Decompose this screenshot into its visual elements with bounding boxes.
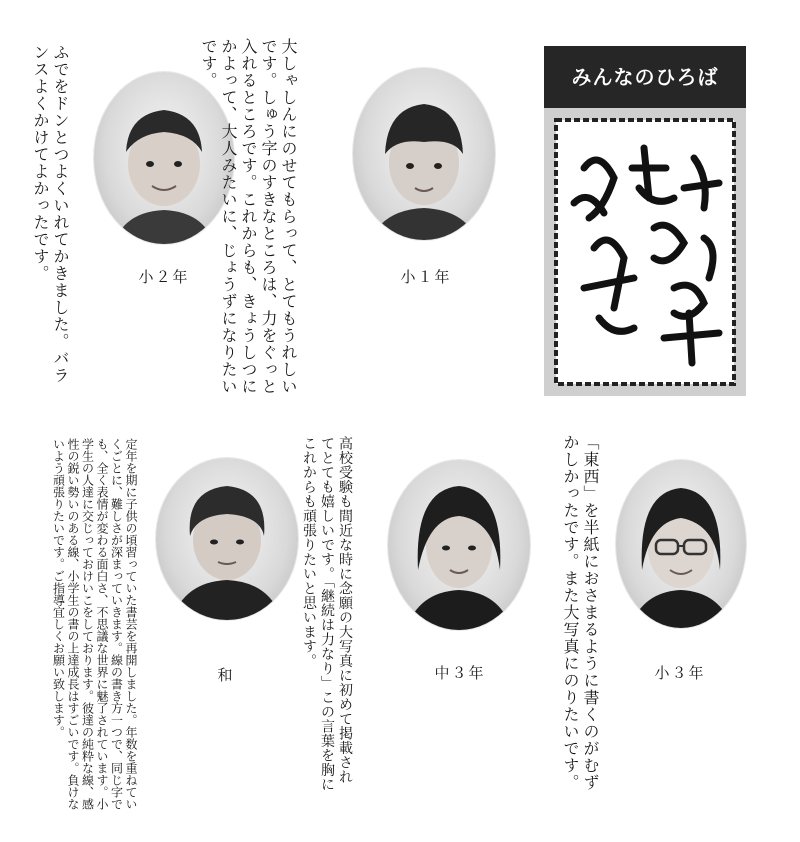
grade-label: 小１年: [400, 268, 452, 286]
comment-text: ふでをドンとつよくいれてかきました。バランスよくかけてよかったです。: [31, 44, 70, 384]
comment-text: 高校受験も間近な時に念願の大写真に初めて掲載されてとても嬉しいです。「継続は力なり」この言葉を胸にこれからも頑張りたいと思います。: [301, 436, 353, 792]
portrait-photo: [353, 68, 495, 240]
grade-label: 中３年: [434, 664, 486, 682]
portrait-photo: [388, 460, 530, 630]
comment-text: 「東西」を半紙におさまるように書くのがむずかしかったです。また大写真にのりたいです。: [561, 434, 600, 791]
banner-title: みんなのひろば: [544, 46, 746, 108]
comment-text: 定年を期に子供の頃習っていた書芸を再開しました。年数を重ねていくごとに、難しさが深まっていきます。線の書き方一つで、同じ字でも、全く表情が変わる面白さ、不思議な世界に魅了されています。小学生の人達に交じっておけいこをしております。彼達の純粋な線、感性の鋭い勢いのある線、小学生の書の上達成長はすごいです。負けないよう頑張りたいです。ご指導宜しくお願い致します。: [51, 438, 138, 810]
calligraphy-rubbing-image: [544, 108, 746, 396]
comment-text: 大しゃしんにのせてもらって、とてもうれしいです。しゅう字のすきなところは、力をぐっと入れるところです。これからも、きょうしつにかよって、大人みたいに、じょうずになりたいです。: [199, 38, 298, 395]
banner: [544, 46, 746, 396]
portrait-photo: [616, 460, 746, 628]
grade-label: 小２年: [138, 268, 190, 286]
grade-label: 小３年: [654, 664, 706, 682]
grade-label: 和: [217, 666, 235, 684]
